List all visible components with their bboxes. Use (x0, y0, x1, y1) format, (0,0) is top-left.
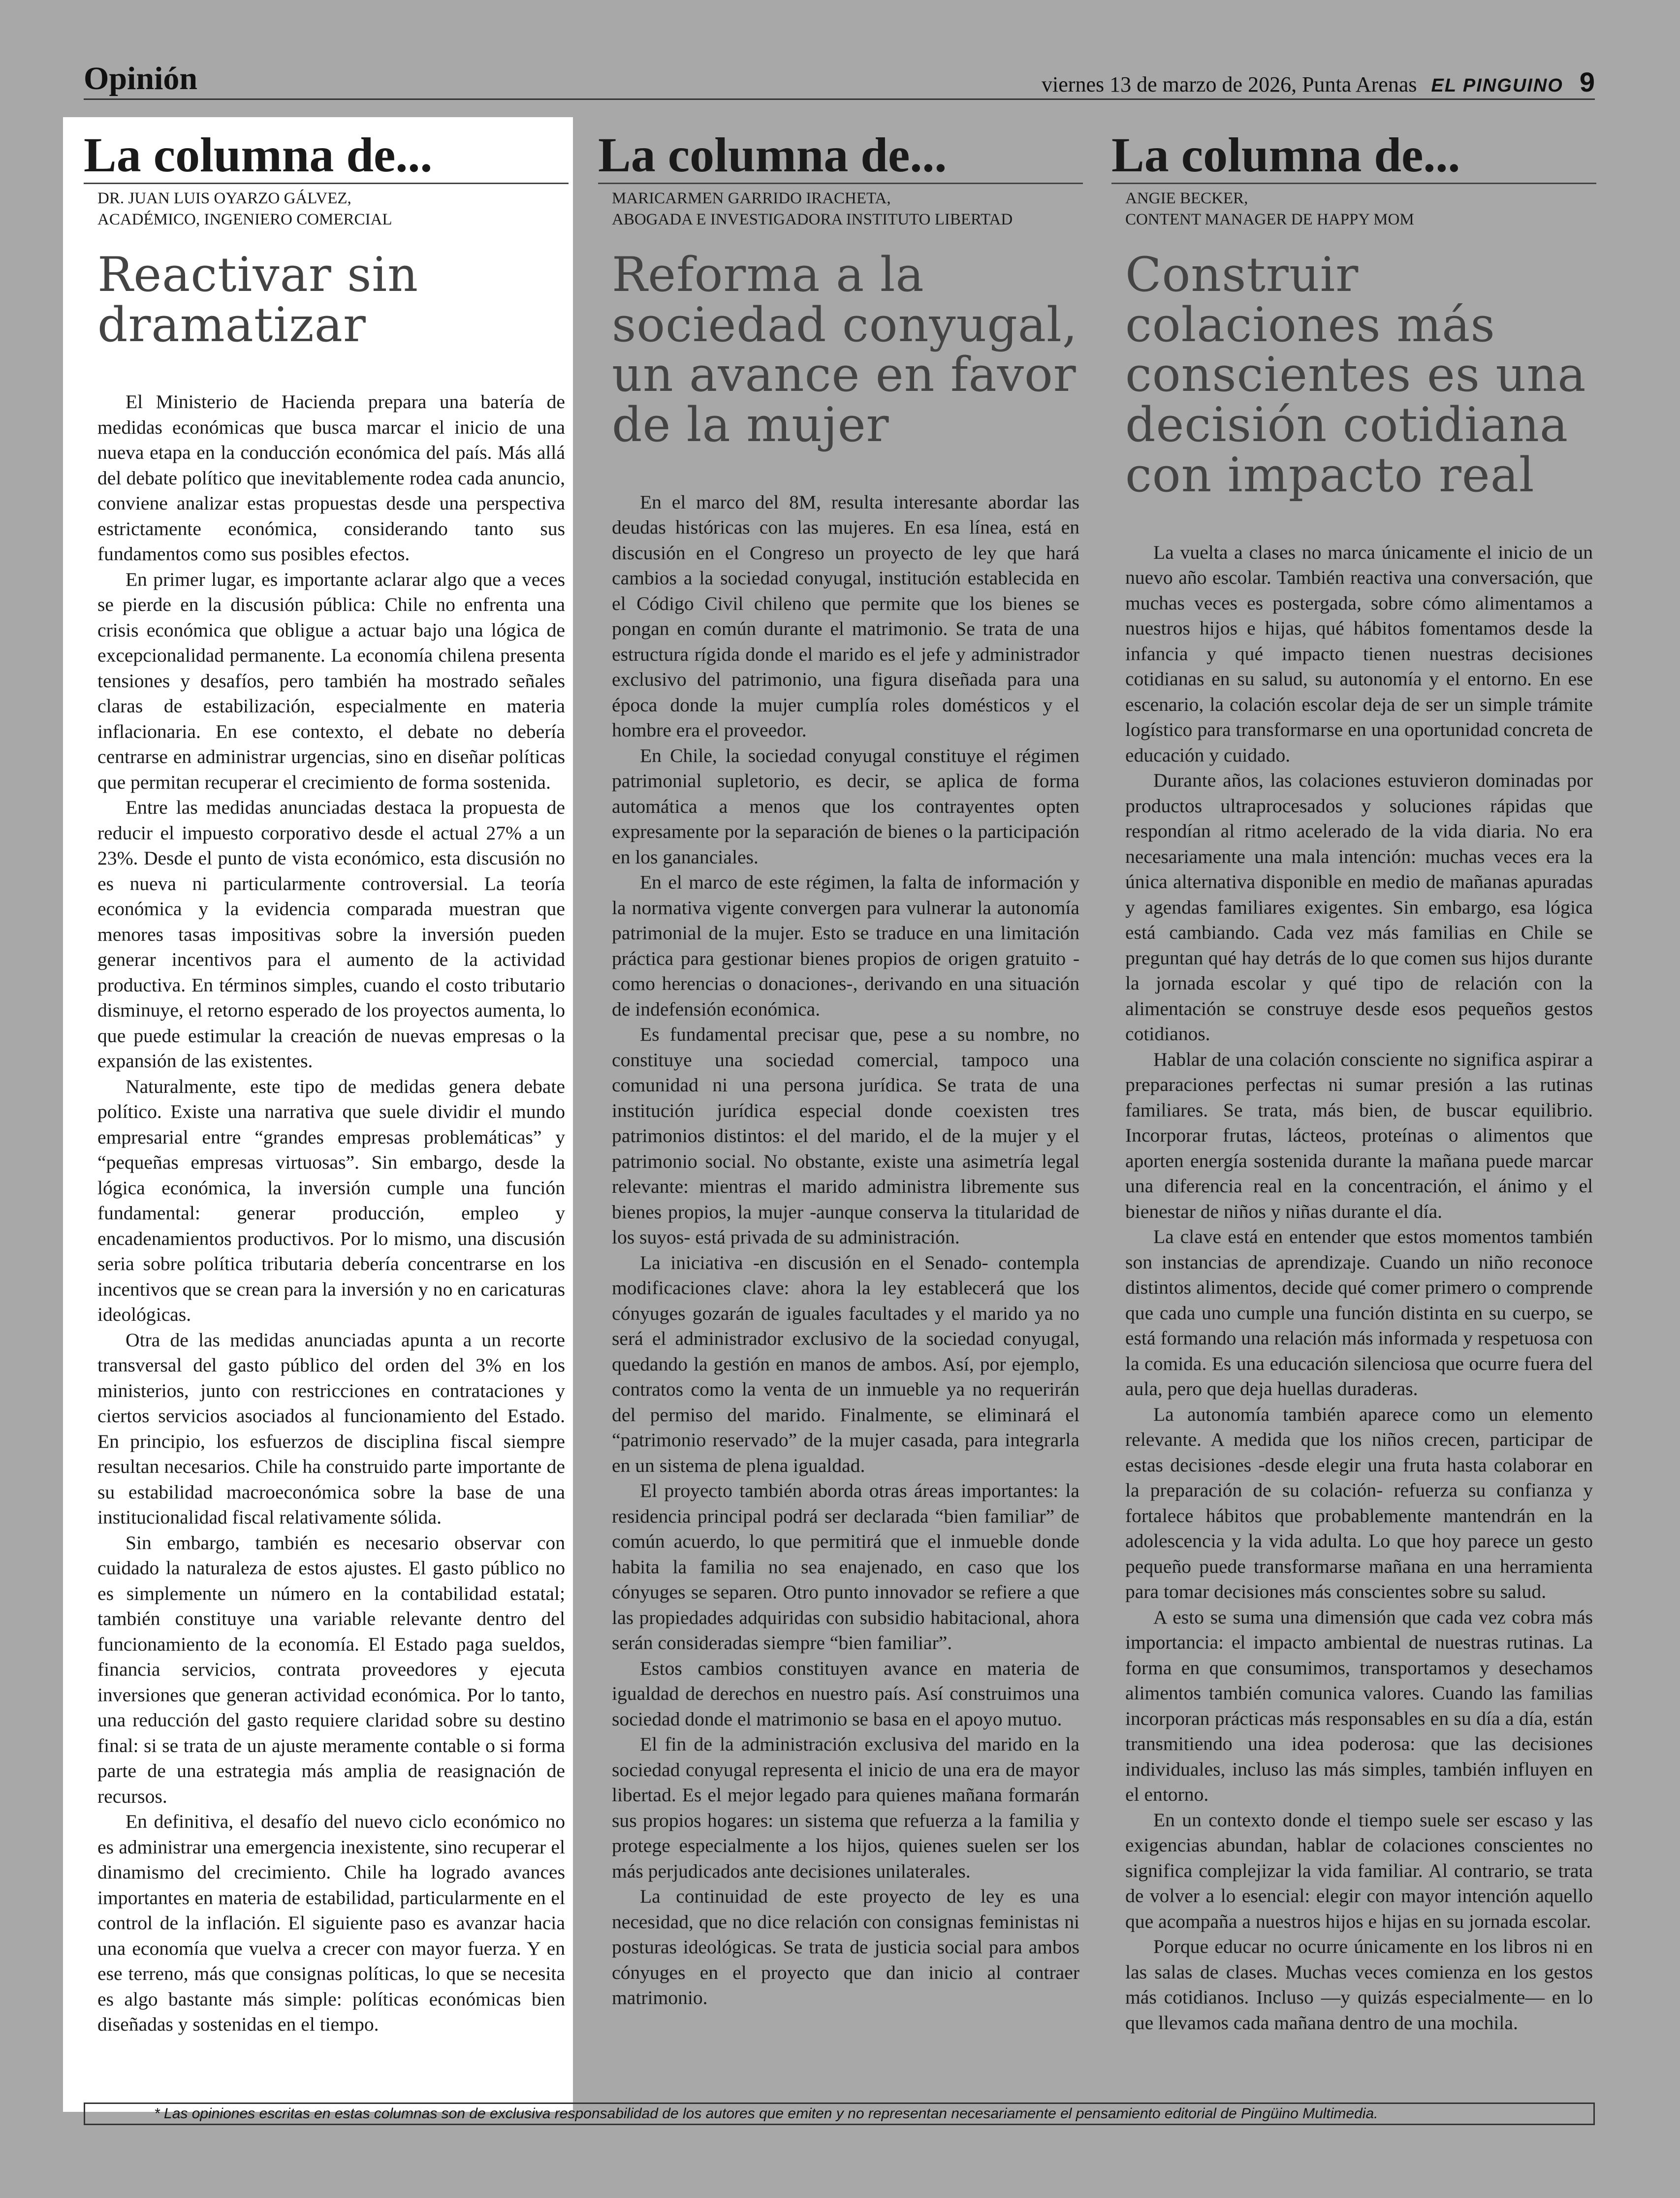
author-role: CONTENT MANAGER DE HAPPY MOM (1125, 210, 1414, 228)
paragraph: La vuelta a clases no marca únicamente el inicio de un nuevo año escolar. También reactiva una conversación, que muchas veces es postergada, sobre cómo alimentamos a nuestros hijos e hijas, qué hábitos fomentamos desde la infancia y qué impacto tienen nuestras decisiones cotidianas en su salud, su autonomía y el entorno. En ese escenario, la colación escolar deja de ser un simple trámite logístico para transformarse en una oportunidad concreta de educación y cuidado. (1125, 541, 1593, 766)
paragraph: La continuidad de este proyecto de ley es una necesidad, que no dice relación con consignas feministas ni posturas ideológicas. Se trata de justicia social para ambos cónyuges en el proyecto que dan inicio al contraer matrimonio. (612, 1885, 1079, 2009)
paragraph: El fin de la administración exclusiva del marido en la sociedad conyugal representa el inicio de una era de mayor libertad. Es el mejor legado para quienes mañana formarán sus propios hogares: un sistema que refuerza a la familia y protege especialmente a los hijos, quienes suelen ser los más perjudicados ante decisiones unilaterales. (612, 1733, 1079, 1882)
page-header (84, 60, 1595, 100)
dateline (1042, 66, 1595, 98)
paragraph: En un contexto donde el tiempo suele ser escaso y las exigencias abundan, hablar de colaciones conscientes no significa complejizar la vida familiar. Al contrario, se trata de volver a lo esencial: elegir con mayor intención aquello que acompaña a nuestros hijos e hijas en su jornada escolar. (1125, 1809, 1593, 1932)
paragraph: Hablar de una colación consciente no significa aspirar a preparaciones perfectas ni sumar presión a las rutinas familiares. Se trata, más bien, de buscar equilibrio. Incorporar frutas, lácteos, proteínas o alimentos que aporten energía sostenida durante la mañana puede marcar una diferencia real en la concentración, el ánimo y el bienestar de niños y niñas durante el día. (1125, 1048, 1593, 1222)
paragraph: La clave está en entender que estos momentos también son instancias de aprendizaje. Cuando un niño reconoce distintos alimentos, decide qué comer primero o comprende que cada uno cumple una función distinta en su cuerpo, se está formando una relación más informada y respetuosa con la comida. Es una educación silenciosa que ocurre fuera del aula, pero que deja huellas duraderas. (1125, 1226, 1593, 1400)
byline (97, 188, 569, 230)
date-place: viernes 13 de marzo de 2026, Punta Arenas (1042, 72, 1417, 96)
opinion-column-1 (84, 127, 569, 2038)
paragraph: Estos cambios constituyen avance en materia de igualdad de derechos en nuestro país. Así construimos una sociedad donde el matrimonio se basa en el apoyo mutuo. (612, 1657, 1079, 1730)
column-kicker: La columna de... (598, 130, 1083, 184)
column-kicker: La columna de... (1111, 130, 1596, 184)
column-headline: Construir colaciones más conscientes es una decisión cotidiana con impacto real (1125, 247, 1586, 503)
paragraph: En primer lugar, es importante aclarar algo que a veces se pierde en la discusión pública: Chile no enfrenta una crisis económica que obligue a actuar bajo una lógica de excepcionalidad permanente. La economía chilena presenta tensiones y desafíos, pero también ha mostrado señales claras de estabilización, especialmente en materia inflacionaria. En ese contexto, el debate no debería centrarse en administrar urgencias, sino en diseñar políticas que permitan recuperar el crecimiento de forma sostenida. (97, 568, 565, 793)
paragraph: El proyecto también aborda otras áreas importantes: la residencia principal podrá ser declarada “bien familiar” de común acuerdo, lo que permitirá que el inmueble donde habita la familia no sea enajenado, en caso que los cónyuges se separen. Otro punto innovador se refiere a que las propiedades adquiridas con subsidio habitacional, ahora serán consideradas siempre “bien familiar”. (612, 1480, 1079, 1654)
paragraph: La iniciativa -en discusión en el Senado- contempla modificaciones clave: ahora la ley establecerá que los cónyuges gozarán de iguales facultades y el marido ya no será el administrador exclusivo de la sociedad conyugal, quedando la gestión en manos de ambos. Así, por ejemplo, contratos como la venta de un inmueble ya no requerirán del permiso del marido. Finalmente, se eliminará el “patrimonio reservado” de la mujer casada, para integrarla en un sistema de plena igualdad. (612, 1251, 1079, 1476)
column-body (612, 490, 1079, 2011)
paragraph: La autonomía también aparece como un elemento relevante. A medida que los niños crecen, participar de estas decisiones -desde elegir una fruta hasta colaborar en la preparación de su colación- refuerza su confianza y fortalece hábitos que probablemente mantendrán en la adolescencia y la vida adulta. Lo que hoy parece un gesto pequeño puede transformarse mañana en una herramienta para tomar decisiones más conscientes sobre su salud. (1125, 1403, 1593, 1603)
paragraph: En el marco del 8M, resulta interesante abordar las deudas históricas con las mujeres. En esa línea, está en discusión en el Congreso un proyecto de ley que hará cambios a la sociedad conyugal, institución establecida en el Código Civil chileno que permite que los bienes se pongan en común durante el matrimonio. Se trata de una estructura rígida donde el marido es el jefe y administrador exclusivo del patrimonio, una figura diseñada para una época donde la mujer cumplía roles domésticos y el hombre era el proveedor. (612, 491, 1079, 741)
paragraph: En definitiva, el desafío del nuevo ciclo económico no es administrar una emergencia inexistente, sino recuperar el dinamismo del crecimiento. Chile ha logrado avances importantes en materia de estabilidad, particularmente en el control de la inflación. El siguiente paso es avanzar hacia una economía que vuelva a crecer con mayor fuerza. Y en ese terreno, más que consignas políticas, lo que se necesita es algo bastante más simple: políticas económicas bien diseñadas y sostenidas en el tiempo. (97, 1811, 565, 2036)
column-headline: Reforma a la sociedad conyugal, un avance en favor de la mujer (612, 247, 1078, 453)
paragraph: Sin embargo, también es necesario observar con cuidado la naturaleza de estos ajustes. El gasto público no es simplemente un número en la contabilidad estatal; también constituye una variable relevante dentro del funcionamiento de la economía. El Estado paga sueldos, financia servicios, contrata proveedores y ejecuta inversiones que generan actividad económica. Por lo tanto, una reducción del gasto requiere claridad sobre su destino final: si se trata de un ajuste meramente contable o si forma parte de una estrategia más amplia de reasignación de recursos. (97, 1531, 565, 1807)
section-title: Opinión (84, 61, 198, 96)
paragraph: Otra de las medidas anunciadas apunta a un recorte transversal del gasto público del orden del 3% en los ministerios, junto con restricciones en contrataciones y ciertos servicios asociados al funcionamiento del Estado. En principio, los esfuerzos de disciplina fiscal siempre resultan necesarios. Chile ha construido parte importante de su estabilidad macroeconómica sobre la base de una institucionalidad fiscal relativamente sólida. (97, 1329, 565, 1529)
author-role: ACADÉMICO, INGENIERO COMERCIAL (97, 210, 392, 228)
author-name: ANGIE BECKER, (1125, 190, 1248, 207)
newspaper-logo: EL PINGUINO (1431, 75, 1563, 96)
paragraph: A esto se suma una dimensión que cada vez cobra más importancia: el impacto ambiental de nuestras rutinas. La forma en que consumimos, transportamos y desechamos alimentos también comunica valores. Cuando las familias incorporan prácticas más responsables en su día a día, están transmitiendo una idea poderosa: que las decisiones individuales, incluso las más simples, también influyen en el entorno. (1125, 1606, 1593, 1806)
page-number: 9 (1579, 66, 1595, 97)
paragraph: Porque educar no ocurre únicamente en los libros ni en las salas de clases. Muchas veces comienza en los gestos más cotidianos. Incluso —y quizás especialmente— en lo que llevamos cada mañana dentro de una mochila. (1125, 1936, 1593, 2034)
paragraph: En el marco de este régimen, la falta de información y la normativa vigente convergen para vulnerar la autonomía patrimonial de la mujer. Esto se traduce en una limitación práctica para gestionar bienes propios de origen gratuito -como herencias o donaciones-, derivando en una situación de indefensión económica. (612, 871, 1079, 1020)
paragraph: Durante años, las colaciones estuvieron dominadas por productos ultraprocesados y soluciones rápidas que respondían al ritmo acelerado de la vida diaria. No era necesariamente una mala intención: muchas veces era la única alternativa disponible en medio de mañanas apuradas y agendas familiares exigentes. Sin embargo, esa lógica está cambiando. Cada vez más familias en Chile se preguntan qué hay detrás de lo que comen sus hijos durante la jornada escolar y qué tipo de relación con la alimentación se construye desde esos pequeños gestos cotidianos. (1125, 769, 1593, 1045)
column-body (1125, 540, 1593, 2036)
opinion-column-2 (598, 127, 1083, 2011)
paragraph: Es fundamental precisar que, pese a su nombre, no constituye una sociedad comercial, tampoco una comunidad ni una persona jurídica. Se trata de una institución jurídica especial donde coexisten tres patrimonios distintos: el del marido, el de la mujer y el patrimonio social. No obstante, existe una asimetría legal relevante: mientras el marido administra libremente sus bienes propios, la mujer -aunque conserva la titularidad de los suyos- está privada de su administración. (612, 1023, 1079, 1248)
paragraph: El Ministerio de Hacienda prepara una batería de medidas económicas que busca marcar el inicio de una nueva etapa en la conducción económica del país. Más allá del debate político que inevitablemente rodea cada anuncio, conviene analizar estas propuestas desde una perspectiva estrictamente económica, considerando tanto sus fundamentos como sus posibles efectos. (97, 391, 565, 565)
column-body (97, 389, 565, 2038)
paragraph: En Chile, la sociedad conyugal constituye el régimen patrimonial supletorio, es decir, se aplica de forma automática a menos que los contrayentes opten expresamente por la separación de bienes o la participación en los gananciales. (612, 744, 1079, 868)
paragraph: Naturalmente, este tipo de medidas genera debate político. Existe una narrativa que suele dividir el mundo empresarial entre “grandes empresas problemáticas” y “pequeñas empresas virtuosas”. Sin embargo, desde la lógica económica, la inversión cumple una función fundamental: generar producción, empleo y encadenamientos productivos. Por lo mismo, una discusión seria sobre política tributaria debería concentrarse en los incentivos que se crean para la inversión y no en caricaturas ideológicas. (97, 1075, 565, 1326)
column-kicker: La columna de... (84, 130, 569, 184)
author-name: DR. JUAN LUIS OYARZO GÁLVEZ, (97, 190, 351, 207)
paragraph: Entre las medidas anunciadas destaca la propuesta de reducir el impuesto corporativo desde el actual 27% a un 23%. Desde el punto de vista económico, esta discusión no es nueva ni particularmente controversial. La teoría económica y la evidencia comparada muestran que menores tasas impositivas sobre la inversión pueden generar incentivos para el aumento de la actividad productiva. En términos simples, cuando el costo tributario disminuye, el retorno esperado de los proyectos aumenta, lo que puede estimular la creación de nuevas empresas o la expansión de las existentes. (97, 796, 565, 1072)
byline (1125, 188, 1596, 230)
byline (612, 188, 1083, 230)
column-headline: Reactivar sin dramatizar (97, 247, 419, 352)
opinion-column-3 (1111, 127, 1596, 2036)
author-name: MARICARMEN GARRIDO IRACHETA, (612, 190, 891, 207)
author-role: ABOGADA E INVESTIGADORA INSTITUTO LIBERTAD (612, 210, 1013, 228)
disclaimer-footer: * Las opiniones escritas en estas columnas son de exclusiva responsabilidad de los autores que emiten y no representan necesariamente el pensamiento editorial de Pingüino Multimedia. (84, 2102, 1595, 2125)
